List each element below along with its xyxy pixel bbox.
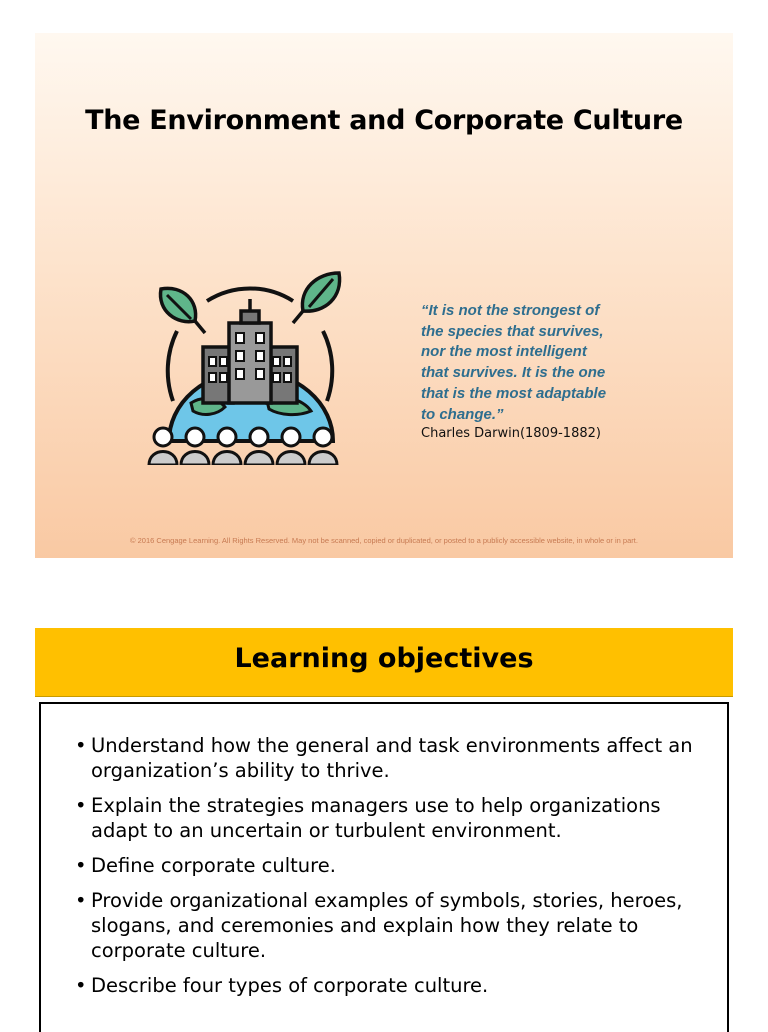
bullet: • [75,854,87,877]
quote-author: Charles Darwin(1809-1882) [421,426,601,441]
darwin-quote: “It is not the strongest of the species that survives, nor the most intelligent that survives. It is the one that is the most adaptable to change.” [421,302,607,423]
slide-title: The Environment and Corporate Culture [85,105,683,136]
leaf-right-icon [293,273,340,323]
objective-text: Define corporate culture. [91,854,336,877]
copyright-notice: © 2016 Cengage Learning. All Rights Reserved. May not be scanned, copied or duplicated, or posted to a publicly accessible website, in whole or in part. [130,536,638,545]
bullet: • [75,889,87,912]
objective-item [75,973,715,998]
objective-text: Understand how the general and task environments affect an organization’s ability to thrive. [91,734,693,782]
objectives-list [75,733,715,1008]
learning-objectives-panel [39,702,729,1032]
environment-city-globe-people-icon [147,261,353,465]
city-buildings-icon [203,299,297,403]
bullet: • [75,794,87,817]
objective-text: Provide organizational examples of symbols, stories, heroes, slogans, and ceremonies and explain how they relate to corporate culture. [91,889,683,962]
objective-item [75,888,715,963]
slide-environment-corporate-culture [35,33,733,558]
bullet: • [75,974,87,997]
objective-item [75,793,715,843]
learning-objectives-title: Learning objectives [234,643,534,674]
objective-text: Explain the strategies managers use to help organizations adapt to an uncertain or turbulent environment. [91,794,661,842]
objective-text: Describe four types of corporate culture. [91,974,489,997]
objective-item [75,853,715,878]
objective-item [75,733,715,783]
bullet: • [75,734,87,757]
leaf-left-icon [160,288,205,333]
learning-objectives-header [35,628,733,697]
